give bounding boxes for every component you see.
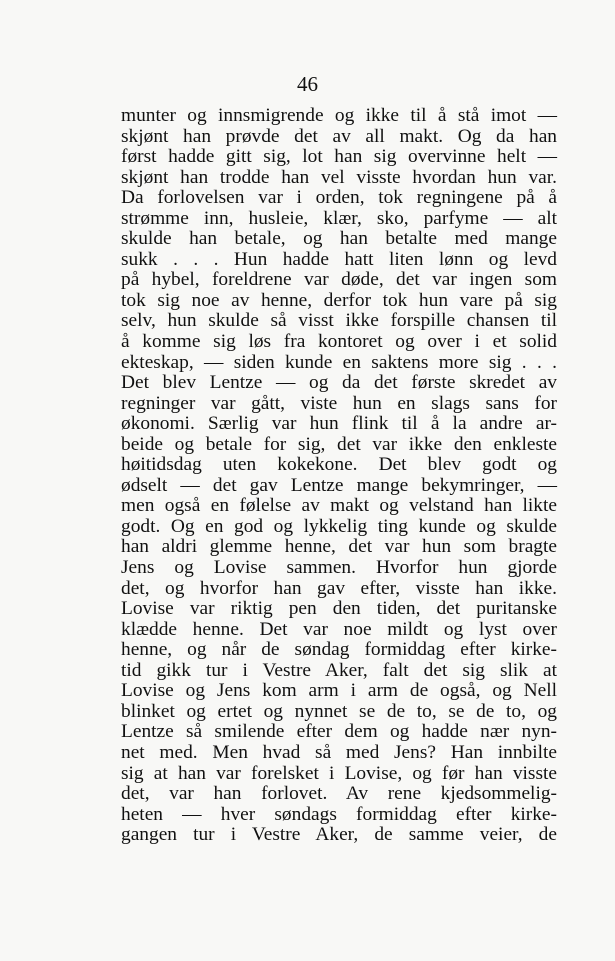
text-line: selv, hun skulde så visst ikke forspille chansen til <box>121 310 557 332</box>
text-line: økonomi. Særlig var hun flink til å la andre ar- <box>121 413 557 435</box>
text-line: det, og hvorfor han gav efter, visste han ikke. <box>121 577 557 599</box>
text-line: regninger var gått, viste hun en slags sans for <box>121 392 557 414</box>
page-number: 46 <box>297 72 318 96</box>
text-line: Lovise var riktig pen den tiden, det puritanske <box>121 598 557 620</box>
text-line: ødselt — det gav Lentze mange bekymringer, — <box>121 474 557 496</box>
text-line: han aldri glemme henne, det var hun som bragte <box>121 536 557 558</box>
text-line: Det blev Lentze — og da det første skredet av <box>121 372 557 394</box>
text-line: først hadde gitt sig, lot han sig overvinne helt — <box>121 146 557 168</box>
text-line: blinket og ertet og nynnet se de to, se de to, og <box>121 700 557 722</box>
text-line: godt. Og en god og lykkelig ting kunde og skulde <box>121 515 557 537</box>
text-line: henne, og når de søndag formiddag efter kirke- <box>121 639 557 661</box>
text-line: beide og betale for sig, det var ikke den enkleste <box>121 433 557 455</box>
text-line: tok sig noe av henne, derfor tok hun vare på sig <box>121 289 557 311</box>
text-line: skulde han betale, og han betalte med mange <box>121 228 557 250</box>
text-line: Jens og Lovise sammen. Hvorfor hun gjorde <box>121 557 557 579</box>
text-line: heten — hver søndags formiddag efter kirke- <box>121 803 557 825</box>
text-line: Lovise og Jens kom arm i arm de også, og Nell <box>121 680 557 702</box>
text-line: Lentze så smilende efter dem og hadde nær nyn- <box>121 721 557 743</box>
text-line: munter og innsmigrende og ikke til å stå imot — <box>121 105 557 126</box>
text-line: sukk . . . Hun hadde hatt liten lønn og levd <box>121 248 557 270</box>
text-line: høitidsdag uten kokekone. Det blev godt og <box>121 454 557 476</box>
text-line: skjønt han trodde han vel visste hvordan hun var. <box>121 166 557 188</box>
text-line: tid gikk tur i Vestre Aker, falt det sig slik at <box>121 659 557 681</box>
text-line: skjønt han prøvde det av all makt. Og da han <box>121 125 557 147</box>
text-line: på hybel, foreldrene var døde, det var ingen som <box>121 269 557 291</box>
text-line: men også en følelse av makt og velstand han likte <box>121 495 557 517</box>
text-line: sig at han var forelsket i Lovise, og før han visste <box>121 762 557 784</box>
text-line: strømme inn, husleie, klær, sko, parfyme — alt <box>121 207 557 229</box>
text-line: gangen tur i Vestre Aker, de samme veier, de <box>121 824 557 846</box>
text-line: klædde henne. Det var noe mildt og lyst over <box>121 618 557 640</box>
text-line: net med. Men hvad så med Jens? Han innbilte <box>121 741 557 763</box>
body-text <box>121 106 557 846</box>
text-line: ekteskap, — siden kunde en saktens more sig . . . <box>121 351 557 373</box>
text-line: Da forlovelsen var i orden, tok regningene på å <box>121 187 557 209</box>
text-line: det, var han forlovet. Av rene kjedsommelig- <box>121 783 557 805</box>
text-line: å komme sig løs fra kontoret og over i et solid <box>121 331 557 353</box>
